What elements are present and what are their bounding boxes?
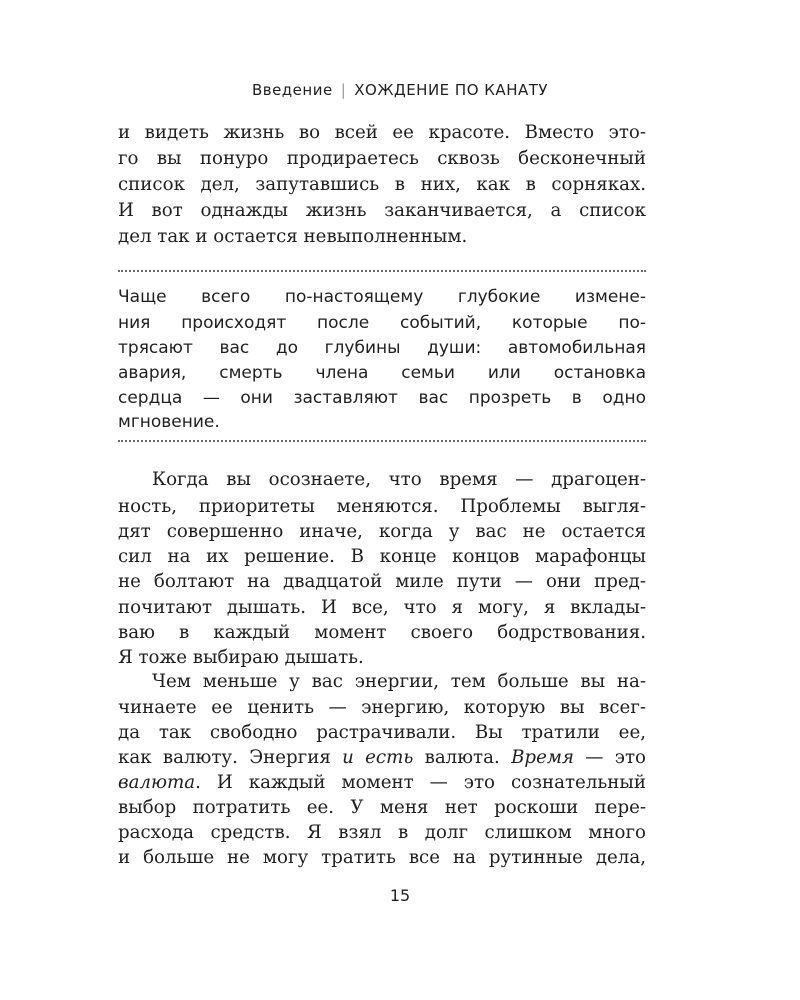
pull-quote-line: авария, смерть члена семьи или остановка — [118, 363, 646, 383]
running-head-separator: | — [340, 81, 347, 99]
pull-quote-bottom-rule — [118, 440, 646, 442]
pull-quote-line: Чаще всего по-настоящему глубокие измене- — [118, 287, 646, 307]
body-line: как валюту. Энергия и есть валюта. Время — это — [118, 747, 646, 768]
body-line: и видеть жизнь во всей ее красоте. Вместо это- — [118, 122, 646, 143]
body-line: го вы понуро продираетесь сквозь бесконечный — [118, 148, 646, 169]
body-line: не болтают на двадцатой миле пути — они пред- — [118, 571, 646, 592]
body-line: чинаете ее ценить — энергию, которую вы всег- — [118, 697, 646, 718]
body-line: дят совершенно иначе, когда у вас не остается — [118, 521, 646, 542]
pull-quote-line: сердца — они заставляют вас прозреть в одно — [118, 388, 646, 408]
emphasis-text: Время — [511, 747, 574, 768]
body-line: почитают дышать. И все, что я могу, я вклады- — [118, 597, 646, 618]
body-line: Я тоже выбираю дышать. — [118, 647, 364, 668]
pull-quote-top-rule — [118, 270, 646, 272]
body-line: Чем меньше у вас энергии, тем больше вы на- — [152, 671, 646, 692]
pull-quote-line: ния происходят после событий, которые по- — [118, 313, 646, 333]
page-number: 15 — [389, 886, 411, 905]
body-line: И вот однажды жизнь заканчивается, а список — [118, 200, 646, 221]
body-line: ваю в каждый момент своего бодрствования. — [118, 622, 646, 643]
body-line: список дел, запутавшись в них, как в сорняках. — [118, 174, 646, 195]
emphasis-text: и есть — [342, 747, 414, 768]
running-head — [0, 80, 800, 100]
body-line: сил на их решение. В конце концов марафонцы — [118, 546, 646, 567]
emphasis-text: валюта — [118, 772, 196, 793]
body-line: да так свободно растрачивали. Вы тратили ее, — [118, 722, 646, 743]
pull-quote-line: мгновение. — [118, 412, 220, 432]
body-line: расхода средств. Я взял в долг слишком много — [118, 822, 646, 843]
body-line: дел так и остается невыполненным. — [118, 226, 468, 247]
running-head-chapter: ХОЖДЕНИЕ ПО КАНАТУ — [354, 81, 549, 99]
body-line: Когда вы осознаете, что время — драгоцен- — [152, 469, 646, 490]
pull-quote-line: трясают вас до глубины души: автомобильная — [118, 338, 646, 358]
body-line: валюта. И каждый момент — это сознательный — [118, 772, 646, 793]
body-line: ность, приоритеты меняются. Проблемы выгля- — [118, 496, 646, 517]
body-line: и больше не могу тратить все на рутинные дела, — [118, 847, 646, 868]
running-head-section: Введение — [251, 81, 333, 99]
body-line: выбор потратить ее. У меня нет роскоши пере- — [118, 797, 646, 818]
